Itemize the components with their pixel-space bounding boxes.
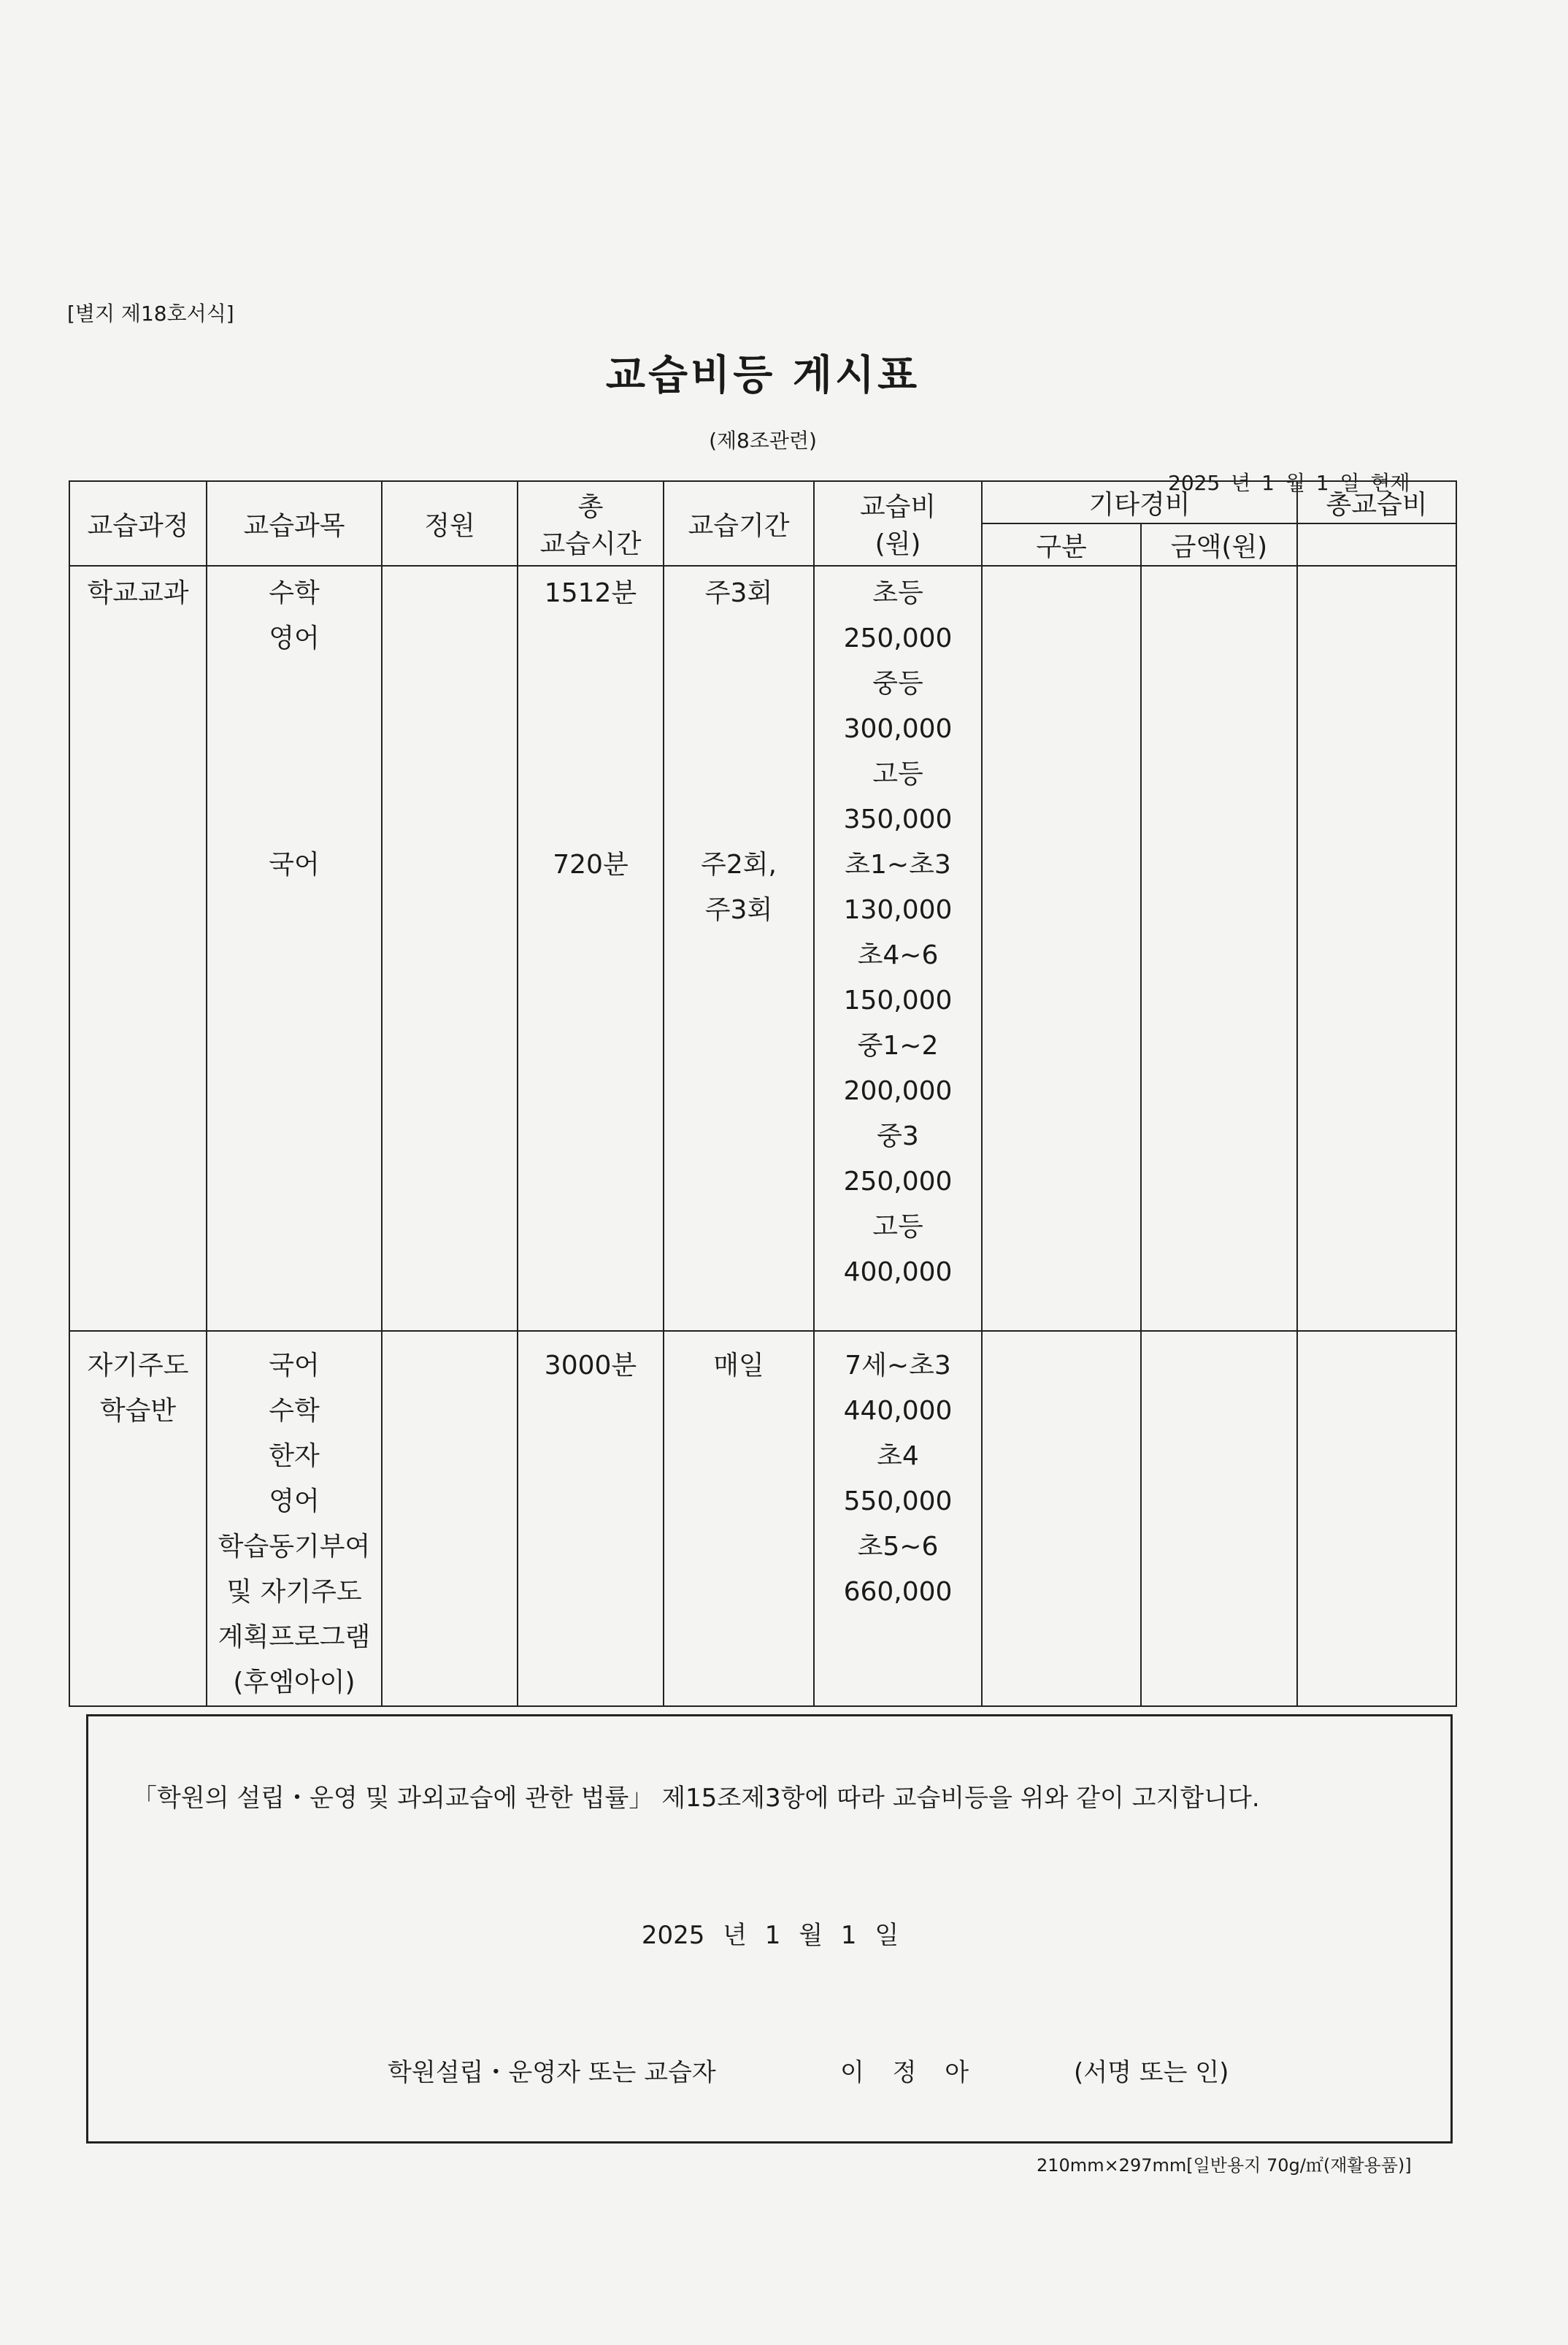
- form-number: [별지 제18호서식]: [67, 302, 234, 326]
- signature-note: (서명 또는 인): [1074, 2058, 1229, 2087]
- cell-line: 7세~초3: [845, 1351, 951, 1381]
- cell-line: 중3: [877, 1121, 919, 1151]
- cell-line: 300,000: [843, 714, 953, 744]
- cell-hours: [518, 1331, 664, 1706]
- cell-line: 1512분: [544, 578, 637, 608]
- cell-total-fee: [1297, 566, 1456, 1331]
- cell-line: 초4: [877, 1441, 919, 1471]
- cell-line: [664, 752, 813, 797]
- cell-line: [207, 707, 381, 752]
- header-course: 교습과정: [69, 481, 207, 566]
- cell-amount: [1141, 566, 1297, 1331]
- document-subtitle: (제8조관련): [709, 429, 817, 453]
- notice-date: 2025 년 1 월 1 일: [641, 1921, 899, 1950]
- document-title: 교습비등 게시표: [605, 352, 921, 399]
- header-period: 교습기간: [664, 481, 814, 566]
- cell-line: 학습반: [99, 1396, 177, 1426]
- paper-spec: 210mm×297mm[일반용지 70g/㎡(재활용품)]: [1037, 2155, 1412, 2176]
- header-total-hours-line1: 총: [577, 492, 604, 522]
- cell-line: [518, 752, 663, 797]
- as-of-date: 2025 년 1 월 1 일 현재: [1168, 471, 1410, 495]
- cell-line: [207, 752, 381, 797]
- header-total-fee-blank: [1297, 523, 1456, 566]
- header-other-expenses: 기타경비: [982, 481, 1297, 523]
- header-amount: 금액(원): [1141, 523, 1297, 566]
- cell-line: 중1~2: [857, 1031, 939, 1061]
- cell-line: 400,000: [843, 1257, 953, 1287]
- header-category: 구분: [982, 523, 1141, 566]
- header-fee-line2: (원): [875, 529, 921, 559]
- cell-line: 3000분: [544, 1351, 637, 1381]
- cell-line: [518, 797, 663, 843]
- cell-line: 국어: [269, 850, 320, 880]
- cell-period: [664, 566, 814, 1331]
- notice-box: [86, 1714, 1453, 2143]
- cell-amount: [1141, 1331, 1297, 1706]
- cell-course: [69, 1331, 207, 1706]
- cell-line: 학교교과: [87, 578, 189, 608]
- cell-category: [982, 1331, 1141, 1706]
- cell-line: 초등: [872, 578, 923, 608]
- cell-line: 초4~6: [857, 940, 939, 970]
- cell-line: [664, 707, 813, 752]
- cell-line: (후엠아이): [233, 1667, 356, 1697]
- cell-line: [664, 616, 813, 661]
- header-capacity: 정원: [382, 481, 518, 566]
- cell-line: 영어: [269, 1486, 320, 1516]
- cell-line: [518, 707, 663, 752]
- cell-line: 주3회: [704, 895, 773, 925]
- cell-fees: [814, 1331, 982, 1706]
- cell-line: 150,000: [843, 986, 953, 1016]
- cell-line: 주2회,: [701, 850, 777, 880]
- cell-line: 고등: [872, 759, 923, 789]
- cell-line: 550,000: [843, 1486, 953, 1516]
- header-total-hours-line2: 교습시간: [539, 529, 642, 559]
- cell-fees: [814, 566, 982, 1331]
- table-row: [69, 566, 1456, 1331]
- cell-line: 200,000: [843, 1076, 953, 1106]
- table-row: [69, 1331, 1456, 1706]
- cell-line: [207, 797, 381, 843]
- cell-line: 계획프로그램: [218, 1622, 371, 1652]
- cell-capacity: [382, 1331, 518, 1706]
- cell-line: 자기주도: [87, 1351, 189, 1381]
- cell-category: [982, 566, 1141, 1331]
- cell-line: 고등: [872, 1212, 923, 1242]
- cell-line: 수학: [269, 578, 320, 608]
- cell-period: [664, 1331, 814, 1706]
- cell-line: 660,000: [843, 1577, 953, 1607]
- cell-line: 130,000: [843, 895, 953, 925]
- cell-line: 영어: [269, 623, 320, 653]
- notice-text: 「학원의 설립・운영 및 과외교습에 관한 법률」 제15조제3항에 따라 교습비등을 위와 같이 고지합니다.: [132, 1784, 1260, 1813]
- cell-line: [664, 797, 813, 843]
- cell-subjects: [207, 566, 382, 1331]
- cell-line: 매일: [713, 1351, 764, 1381]
- cell-line: [207, 661, 381, 707]
- cell-line: 학습동기부여: [218, 1532, 371, 1562]
- cell-line: 초5~6: [857, 1532, 939, 1562]
- cell-line: 및 자기주도: [226, 1577, 362, 1607]
- cell-hours: [518, 566, 664, 1331]
- cell-line: 수학: [269, 1396, 320, 1426]
- cell-course: [69, 566, 207, 1331]
- cell-line: 440,000: [843, 1396, 953, 1426]
- cell-line: 국어: [269, 1351, 320, 1381]
- header-fee-line1: 교습비: [859, 492, 937, 522]
- fee-table: [69, 480, 1457, 1707]
- cell-capacity: [382, 566, 518, 1331]
- cell-total-fee: [1297, 1331, 1456, 1706]
- cell-line: [518, 661, 663, 707]
- signer-label: 학원설립・운영자 또는 교습자: [388, 2058, 716, 2087]
- cell-line: 중등: [872, 669, 923, 699]
- cell-line: 350,000: [843, 805, 953, 834]
- cell-line: 720분: [553, 850, 629, 880]
- header-total-fee: 총교습비: [1297, 481, 1456, 523]
- header-total-hours: [518, 481, 664, 566]
- cell-line: 250,000: [843, 1167, 953, 1197]
- cell-line: 초1~초3: [845, 850, 951, 880]
- cell-line: 주3회: [704, 578, 773, 608]
- cell-line: 한자: [269, 1441, 320, 1471]
- cell-line: 250,000: [843, 623, 953, 653]
- signer-name: 이 정 아: [840, 2058, 980, 2087]
- cell-line: [664, 661, 813, 707]
- header-fee: [814, 481, 982, 566]
- cell-line: [518, 616, 663, 661]
- header-subject: 교습과목: [207, 481, 382, 566]
- cell-subjects: [207, 1331, 382, 1706]
